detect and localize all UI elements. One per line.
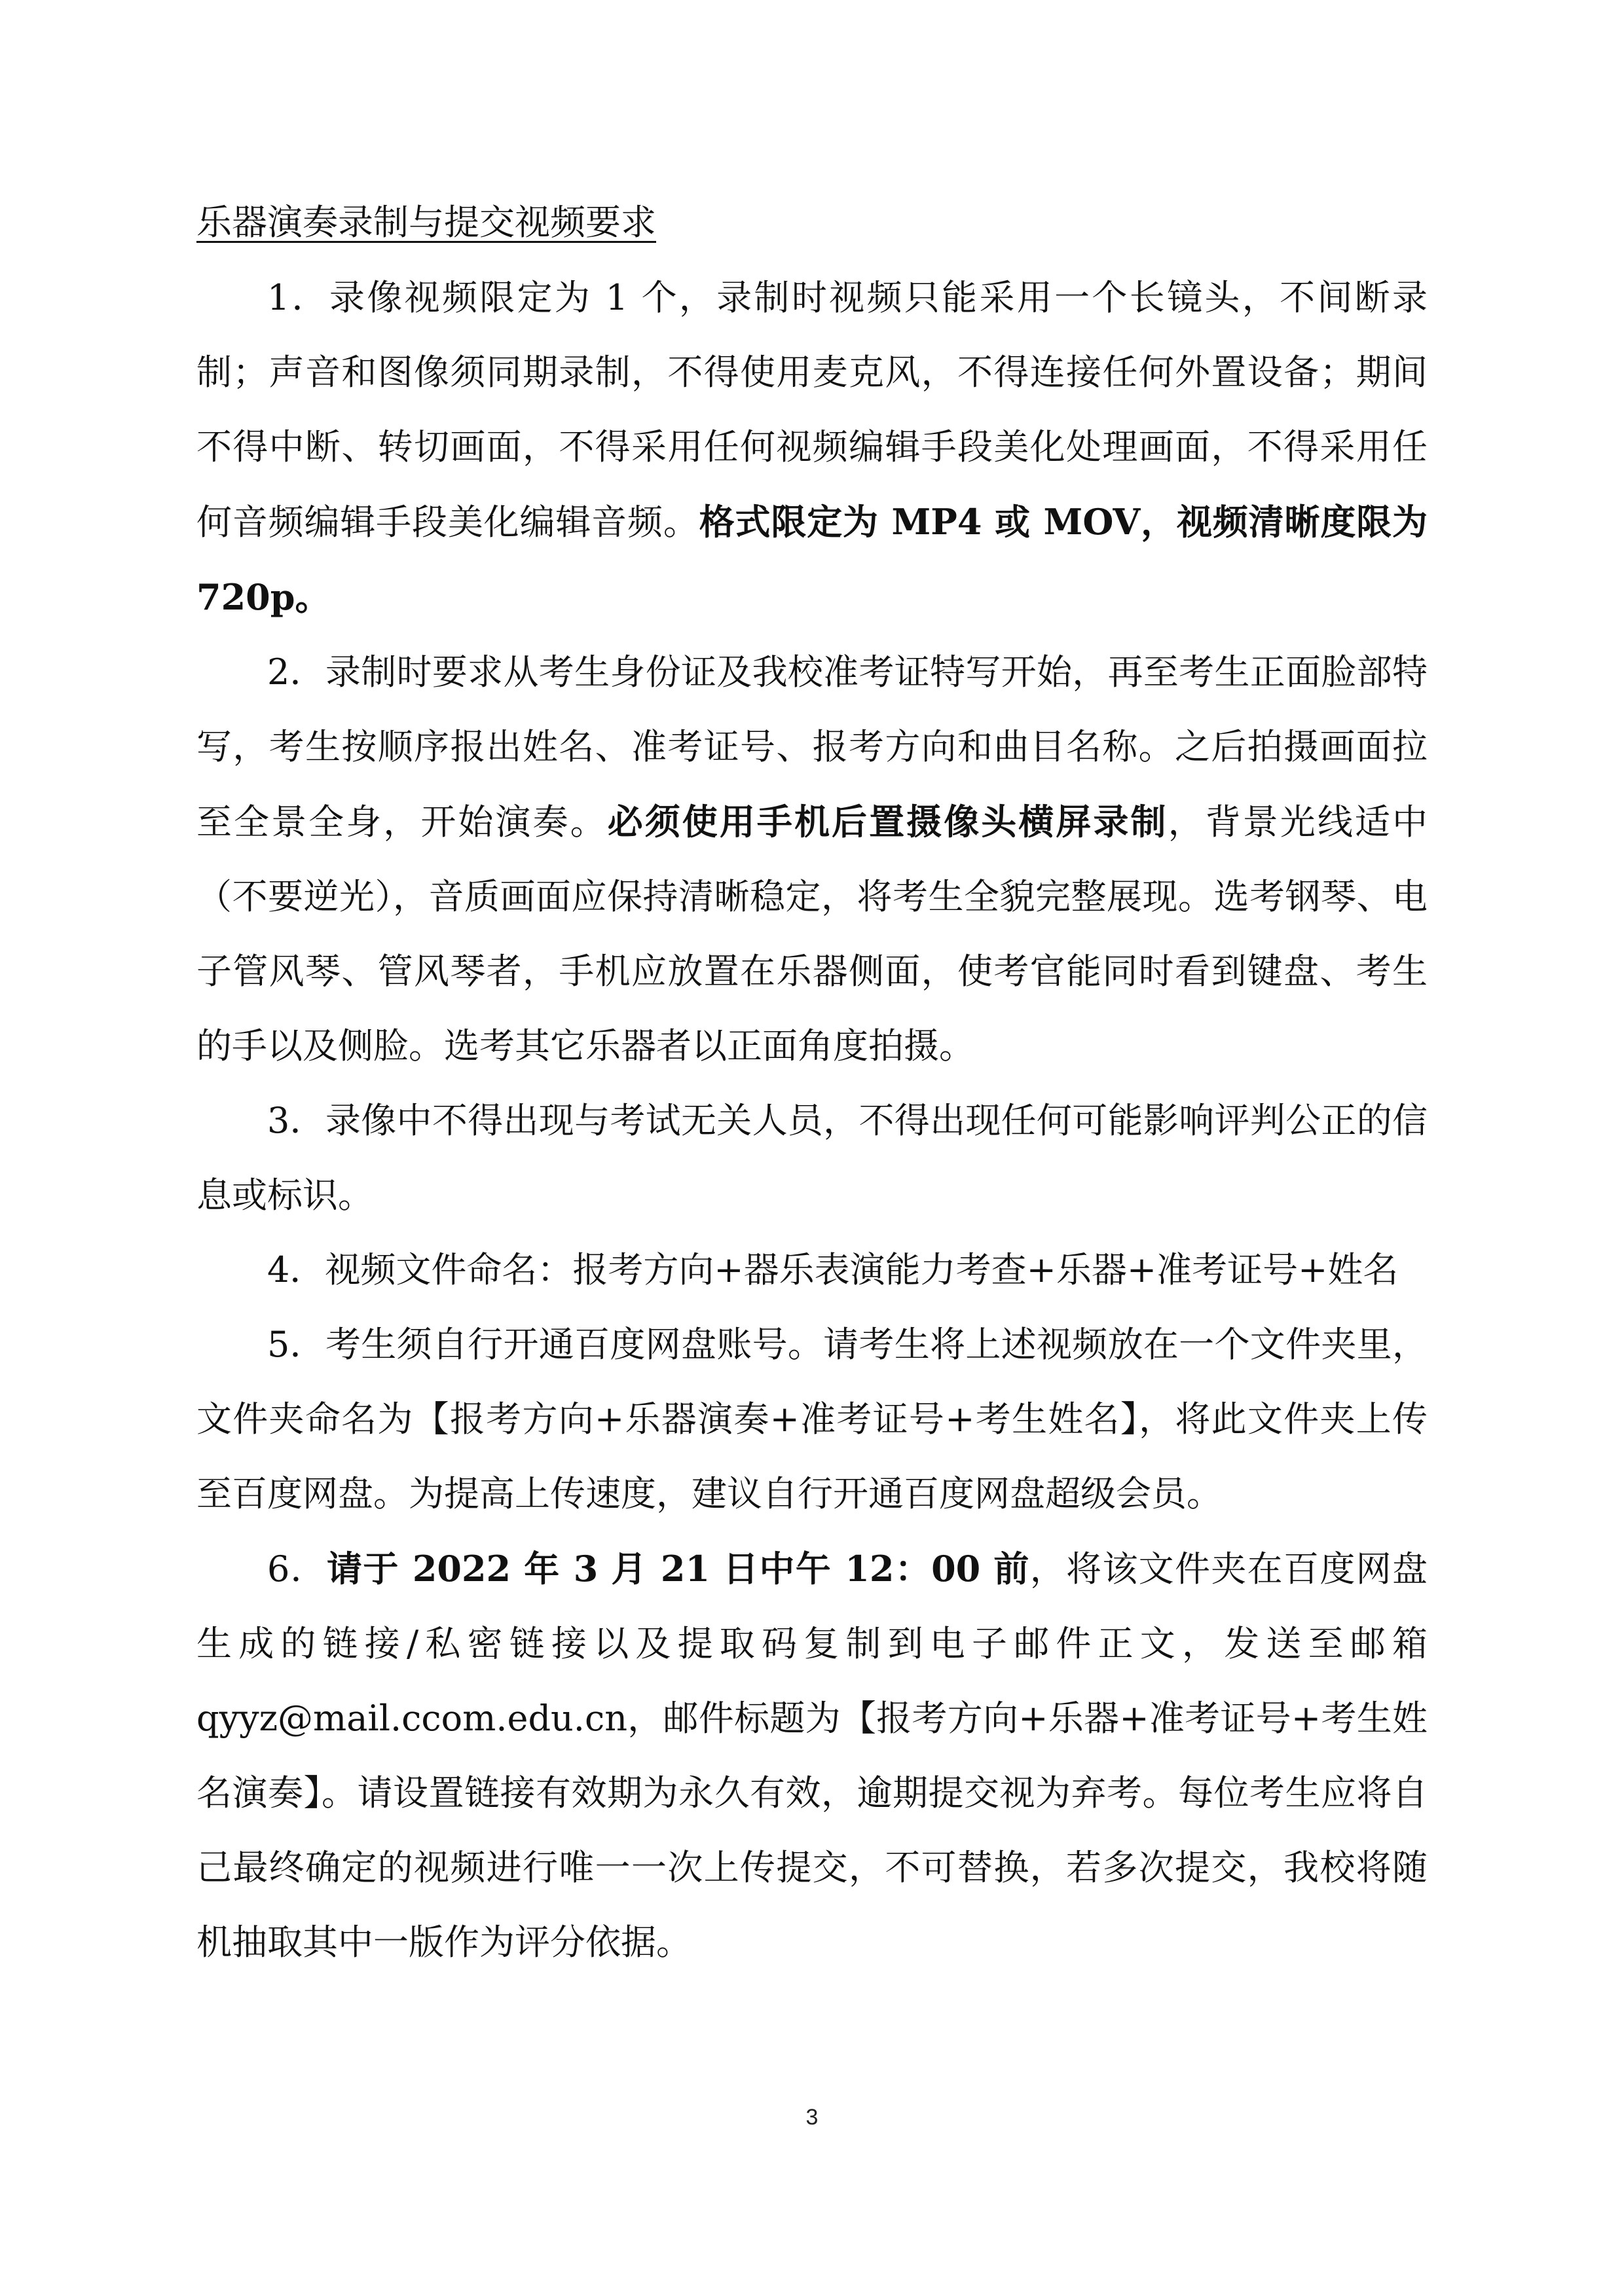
paragraph-3: 3．录像中不得出现与考试无关人员，不得出现任何可能影响评判公正的信息或标识。 bbox=[196, 1100, 1428, 1216]
paragraph-2-text-a: 2．录制时要求从考生身份证及我校准考证特写开始，再至考生正面脸部特写，考生按顺序报出姓名、准考证号、报考方向和曲目名称。之后拍摄画面拉至全景全身，开始演奏。 bbox=[196, 651, 1428, 843]
paragraph-2-text-b: ，背景光线适中（不要逆光），音质画面应保持清晰稳定，将考生全貌完整展现。选考钢琴、电子管风琴、管风琴者，手机应放置在乐器侧面，使考官能同时看到键盘、考生的手以及侧脸。选考其它乐器者以正面角度拍摄。 bbox=[196, 801, 1428, 1066]
paragraph-2-bold-text: 必须使用手机后置摄像头横屏录制 bbox=[607, 801, 1168, 843]
paragraph-2 bbox=[196, 635, 1428, 1084]
paragraph-6-bold-text: 请于 2022 年 3 月 21 日中午 12：00 前 bbox=[327, 1548, 1030, 1590]
paragraph-1 bbox=[196, 261, 1428, 635]
paragraph-4: 4．视频文件命名：报考方向+器乐表演能力考查+乐器+准考证号+姓名 bbox=[267, 1249, 1399, 1290]
paragraph-6-number: 6． bbox=[267, 1548, 327, 1590]
paragraph-1-text: 1．录像视频限定为 1 个，录制时视频只能采用一个长镜头，不间断录制；声音和图像须同期录制，不得使用麦克风，不得连接任何外置设备；期间不得中断、转切画面，不得采用任何视频编辑手段美化处理画面，不得采用任何音频编辑手段美化编辑音频。 bbox=[196, 277, 1428, 543]
document-body bbox=[196, 261, 1428, 1980]
paragraph-1-bold-text: 格式限定为 MP4 或 MOV，视频清晰度限为 720p。 bbox=[196, 501, 1428, 618]
paragraph-5: 5．考生须自行开通百度网盘账号。请考生将上述视频放在一个文件夹里，文件夹命名为【报考方向+乐器演奏+准考证号+考生姓名】，将此文件夹上传至百度网盘。为提高上传速度，建议自行开通百度网盘超级会员。 bbox=[196, 1324, 1428, 1514]
document-title: 乐器演奏录制与提交视频要求 bbox=[196, 202, 656, 243]
paragraph-6-text: ，将该文件夹在百度网盘生成的链接/私密链接以及提取码复制到电子邮件正文，发送至邮箱 qyyz@mail.ccom.edu.cn，邮件标题为【报考方向+乐器+准考证号+考生姓名演奏】。请设置链接有效期为永久有效，逾期提交视为弃考。每位考生应将自己最终确定的视频进行唯一一次上传提交，不可替换，若多次提交，我校将随机抽取其中一版作为评分依据。 bbox=[196, 1548, 1428, 1963]
page-number: 3 bbox=[805, 2105, 819, 2130]
paragraph-6 bbox=[196, 1531, 1428, 1980]
